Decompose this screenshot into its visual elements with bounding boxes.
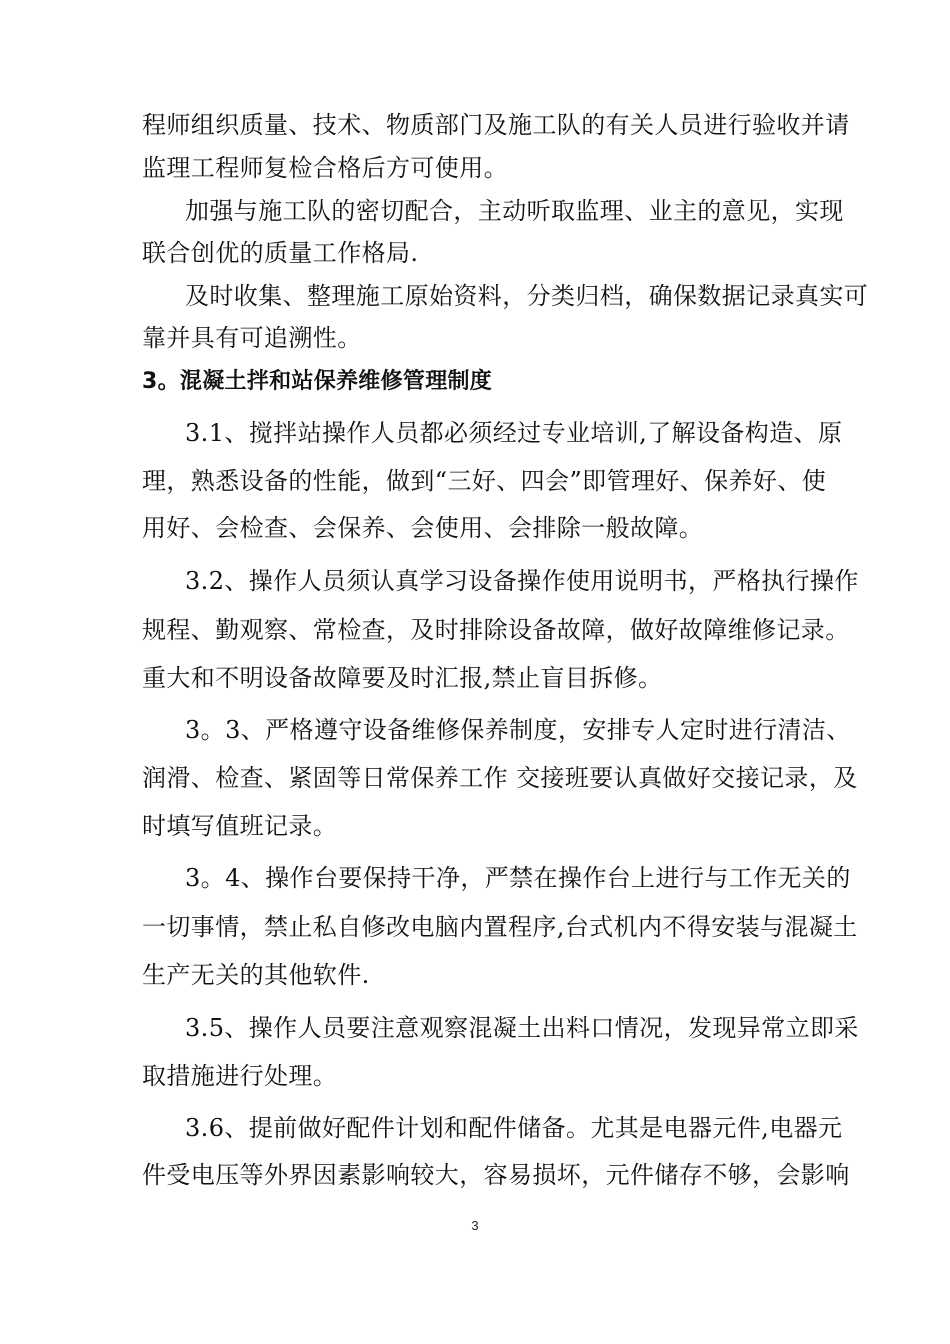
text-line: 3.1、搅拌站操作人员都必须经过专业培训,了解设备构造、原	[185, 419, 843, 447]
text-line: 时填写值班记录。	[142, 812, 338, 840]
text-line: 3。4、操作台要保持干净，严禁在操作台上进行与工作无关的	[185, 864, 851, 892]
text-line: 重大和不明设备故障要及时汇报,禁止盲目拆修。	[142, 664, 663, 692]
text-line: 3。3、严格遵守设备维修保养制度，安排专人定时进行清洁、	[185, 716, 851, 744]
text-line: 一切事情，禁止私自修改电脑内置程序,台式机内不得安装与混凝土	[142, 913, 858, 941]
text-line: 3.2、操作人员须认真学习设备操作使用说明书，严格执行操作	[185, 567, 859, 595]
text-line: 联合创优的质量工作格局.	[142, 239, 419, 267]
text-line: 取措施进行处理。	[142, 1062, 338, 1090]
text-line: 监理工程师复检合格后方可使用。	[142, 154, 508, 182]
text-line: 用好、会检查、会保养、会使用、会排除一般故障。	[142, 514, 704, 542]
text-line: 件受电压等外界因素影响较大，容易损坏，元件储存不够，会影响	[142, 1161, 850, 1189]
text-line: 3.6、提前做好配件计划和配件储备。尤其是电器元件,电器元	[185, 1114, 843, 1142]
text-line: 靠并具有可追溯性。	[142, 324, 362, 352]
text-line: 理，熟悉设备的性能，做到“三好、四会”即管理好、保养好、使	[142, 467, 827, 495]
text-line: 3.5、操作人员要注意观察混凝土出料口情况，发现异常立即采	[185, 1014, 859, 1042]
text-line: 生产无关的其他软件.	[142, 961, 370, 989]
page-number: 3	[471, 1218, 479, 1233]
text-line: 加强与施工队的密切配合，主动听取监理、业主的意见，实现	[185, 197, 844, 225]
text-line: 程师组织质量、技术、物质部门及施工队的有关人员进行验收并请	[142, 111, 850, 139]
text-line: 润滑、检查、紧固等日常保养工作 交接班要认真做好交接记录，及	[142, 764, 858, 792]
section-heading: 3。混凝土拌和站保养维修管理制度	[142, 369, 493, 394]
text-line: 及时收集、整理施工原始资料，分类归档，确保数据记录真实可	[185, 282, 869, 310]
text-line: 规程、勤观察、常检查，及时排除设备故障，做好故障维修记录。	[142, 616, 850, 644]
